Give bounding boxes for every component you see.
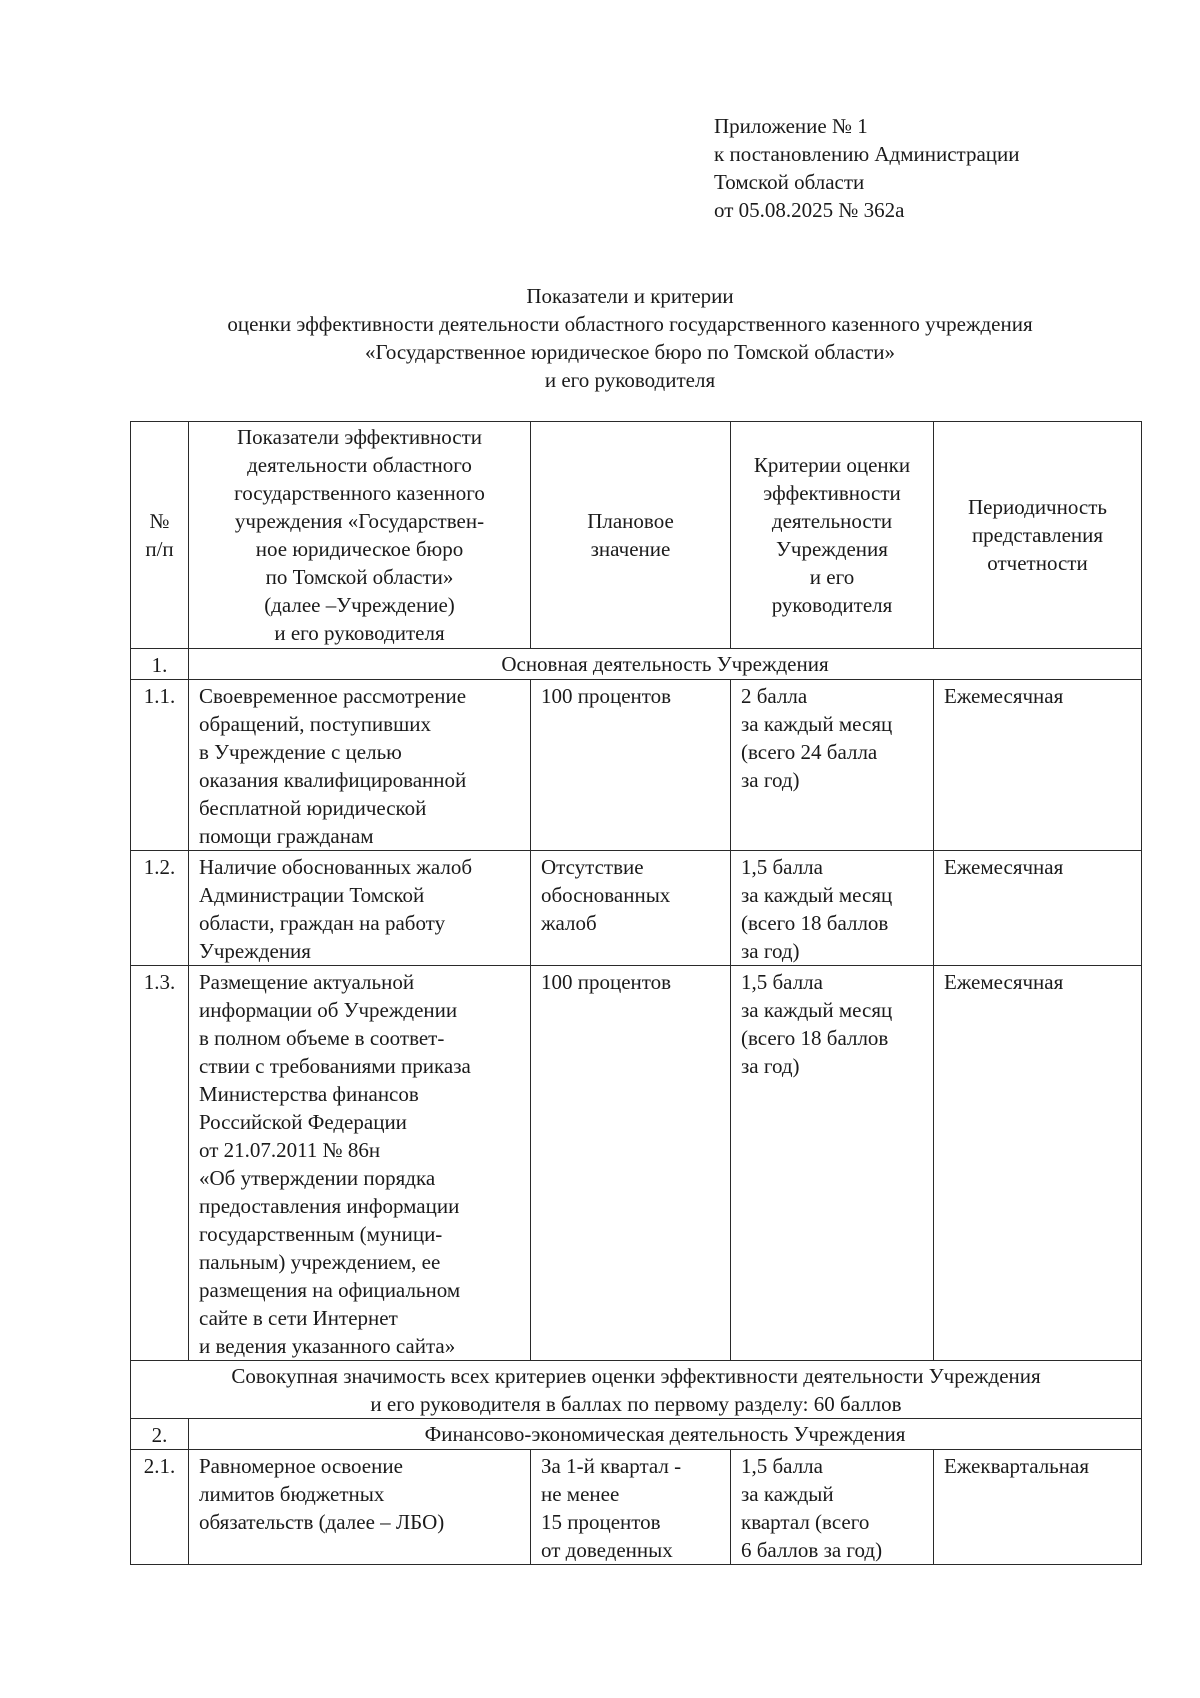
row-indicator: Равномерное освоение лимитов бюджетных обязательств (далее – ЛБО) <box>189 1450 531 1565</box>
appendix-block <box>714 112 1020 224</box>
table-row <box>131 966 1142 1361</box>
row-num: 2.1. <box>131 1450 189 1565</box>
section-title: Финансово-экономическая деятельность Учреждения <box>189 1419 1142 1450</box>
row-period: Ежемесячная <box>934 966 1142 1361</box>
row-criteria: 1,5 балла за каждый месяц (всего 18 баллов за год) <box>731 851 934 966</box>
appendix-line: к постановлению Администрации <box>714 142 1020 166</box>
row-num: 1.2. <box>131 851 189 966</box>
section-title: Основная деятельность Учреждения <box>189 649 1142 680</box>
table-row <box>131 680 1142 851</box>
row-period: Ежеквартальная <box>934 1450 1142 1565</box>
section-row <box>131 1419 1142 1450</box>
section-num: 1. <box>131 649 189 680</box>
criteria-table <box>130 421 1142 1565</box>
title-line: «Государственное юридическое бюро по Томской области» <box>365 340 895 364</box>
title-line: оценки эффективности деятельности областного государственного казенного учреждения <box>227 312 1033 336</box>
appendix-line: Томской области <box>714 170 865 194</box>
table-row <box>131 1450 1142 1565</box>
row-plan: Отсутствие обоснованных жалоб <box>531 851 731 966</box>
summary-row <box>131 1361 1142 1419</box>
row-criteria: 1,5 балла за каждый квартал (всего 6 баллов за год) <box>731 1450 934 1565</box>
table-header-row <box>131 422 1142 649</box>
header-criteria: Критерии оценки эффективности деятельности Учреждения и его руководителя <box>731 422 934 649</box>
row-plan: 100 процентов <box>531 966 731 1361</box>
row-criteria: 1,5 балла за каждый месяц (всего 18 баллов за год) <box>731 966 934 1361</box>
summary-text: Совокупная значимость всех критериев оценки эффективности деятельности Учреждения и его руководителя в баллах по первому разделу: 60 баллов <box>131 1361 1142 1419</box>
header-num: № п/п <box>131 422 189 649</box>
appendix-date-line: от 05.08.2025 № 362а <box>714 198 905 222</box>
row-period: Ежемесячная <box>934 680 1142 851</box>
row-num: 1.1. <box>131 680 189 851</box>
row-indicator: Наличие обоснованных жалоб Администрации Томской области, граждан на работу Учреждения <box>189 851 531 966</box>
row-plan: За 1-й квартал - не менее 15 процентов от доведенных <box>531 1450 731 1565</box>
header-plan: Плановое значение <box>531 422 731 649</box>
row-indicator: Размещение актуальной информации об Учреждении в полном объеме в соответ- ствии с требованиями приказа Министерства финансов Российской Федерации от 21.07.2011 № 86н «Об утверждении порядка предоставления информации государственным (муници- пальным) учреждением, ее размещения на официальном сайте в сети Интернет и ведения указанного сайта» <box>189 966 531 1361</box>
row-plan: 100 процентов <box>531 680 731 851</box>
table-row <box>131 851 1142 966</box>
title-line: и его руководителя <box>544 368 716 392</box>
row-criteria: 2 балла за каждый месяц (всего 24 балла за год) <box>731 680 934 851</box>
row-period: Ежемесячная <box>934 851 1142 966</box>
section-num: 2. <box>131 1419 189 1450</box>
row-indicator: Своевременное рассмотрение обращений, поступивших в Учреждение с целью оказания квалифицированной бесплатной юридической помощи гражданам <box>189 680 531 851</box>
row-num: 1.3. <box>131 966 189 1361</box>
title-line: Показатели и критерии <box>526 284 734 308</box>
header-period: Периодичность представления отчетности <box>934 422 1142 649</box>
document-title <box>120 282 1140 394</box>
section-row <box>131 649 1142 680</box>
header-indicator: Показатели эффективности деятельности областного государственного казенного учреждения «Государствен- ное юридическое бюро по Томской области» (далее –Учреждение) и его руководителя <box>189 422 531 649</box>
appendix-line: Приложение № 1 <box>714 114 868 138</box>
